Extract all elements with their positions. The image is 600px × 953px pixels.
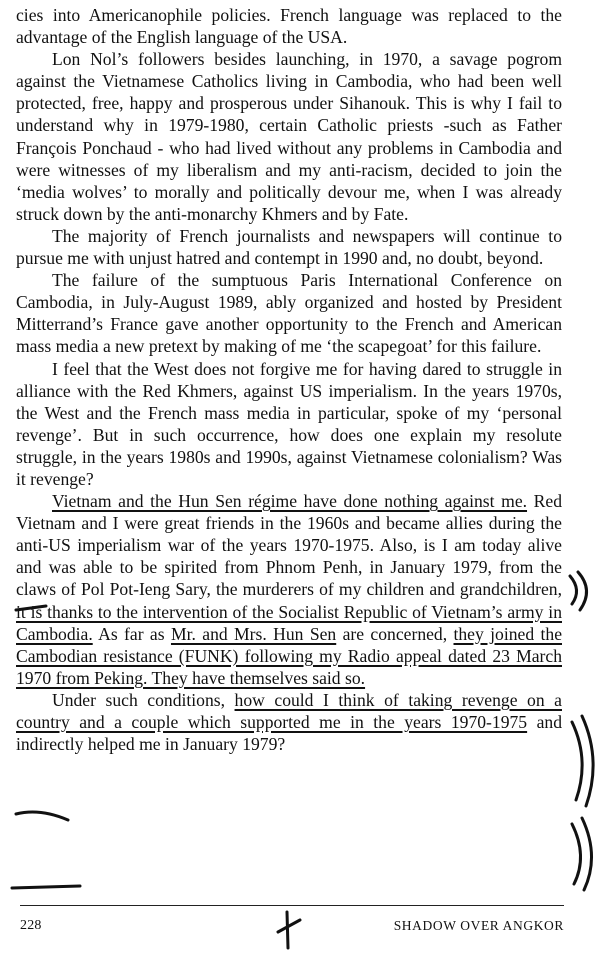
footer-rule (20, 905, 564, 906)
underline-extension (16, 812, 68, 820)
text-segment: The failure of the sumptuous Paris International Conference on Cambodia, in July-August 1989, ably organized and hosted by President Mitterrand’s France gave another opportunity to the French and American mass media a new pretext by making of me ‘the scapegoat’ for this failure. (16, 270, 562, 357)
page-footer (20, 914, 564, 938)
margin-bracket-top-2 (578, 572, 587, 610)
text-segment: and indirectly helped me in January 1979? (16, 712, 562, 755)
text-segment: Under such conditions, (52, 689, 235, 710)
underlined-text: Vietnam and the Hun Sen régime have done nothing against me. (52, 491, 528, 512)
margin-bracket-middle-1 (572, 722, 582, 800)
running-title: SHADOW OVER ANGKOR (393, 918, 564, 933)
text-segment: Lon Nol’s followers besides launching, in 1970, a savage pogrom against the Vietnamese Catholics living in Cambodia, who had been well protected, free, happy and prosperous under Sihanouk. This is why I fail to understand why in 1979-1980, certain Catholic priests -such as Father François Ponchaud - who had lived without any problems in Cambodia and were witnesses of my liberalism and my anti-racism, decided to join the ‘media wolves’ to morally and politically devour me, when I was already struck down by the anti-monarchy Khmers and by Fate. (16, 49, 562, 224)
text-segment: are concerned, (336, 623, 454, 644)
paragraph (16, 689, 562, 755)
paragraph (16, 490, 562, 689)
paragraph (16, 269, 562, 357)
text-segment: Red Vietnam and I were great friends in the 1960s and became allies during the anti-US imperialism war of the years 1970-1975. Also, is I am today alive and was able to be spirited from Phnom Penh, in January 1979, from the claws of Pol Pot-Ieng Sary, the murderers of my children and grandchildren, (16, 491, 562, 600)
underlined-text: Mr. and Mrs. Hun Sen (170, 623, 337, 644)
text-segment: As far as (92, 623, 171, 644)
paragraph (16, 48, 562, 225)
margin-bracket-bottom-1 (572, 824, 581, 884)
margin-bracket-bottom-2 (582, 818, 592, 890)
text-segment: I feel that the West does not forgive me for having dared to struggle in alliance with the Red Khmers, against US imperialism. In the years 1970s, the West and the French mass media in particular, spoke of my ‘personal revenge’. But in such occurrence, how does one explain my resolute struggle, in the years 1980s and 1990s, against Vietnamese colonialism? Was it revenge? (16, 358, 562, 489)
underlined-text: it is thanks to the intervention of the Socialist Republic of Vietnam’s army in Cambodia. (16, 601, 562, 644)
paragraph (16, 358, 562, 491)
underlined-text: how could I think of taking revenge on a country and a couple which supported me in the years 1970-1975 (16, 689, 562, 732)
paragraph (16, 225, 562, 269)
page-number: 228 (20, 918, 42, 933)
underlined-text: they joined the Cambodian resistance (FUNK) following my Radio appeal dated 23 March 1970 from Peking. They have themselves said so. (16, 623, 562, 688)
text-segment: cies into Americanophile policies. French language was replaced to the advantage of the English language of the USA. (16, 5, 562, 48)
paragraph (16, 4, 562, 48)
text-segment: The majority of French journalists and newspapers will continue to pursue me with unjust hatred and contempt in 1990 and, no doubt, beyond. (16, 225, 562, 269)
margin-bracket-top-1 (570, 576, 577, 604)
margin-dash-left-2 (12, 886, 80, 888)
page-body (16, 4, 562, 755)
margin-bracket-middle-2 (582, 716, 593, 806)
